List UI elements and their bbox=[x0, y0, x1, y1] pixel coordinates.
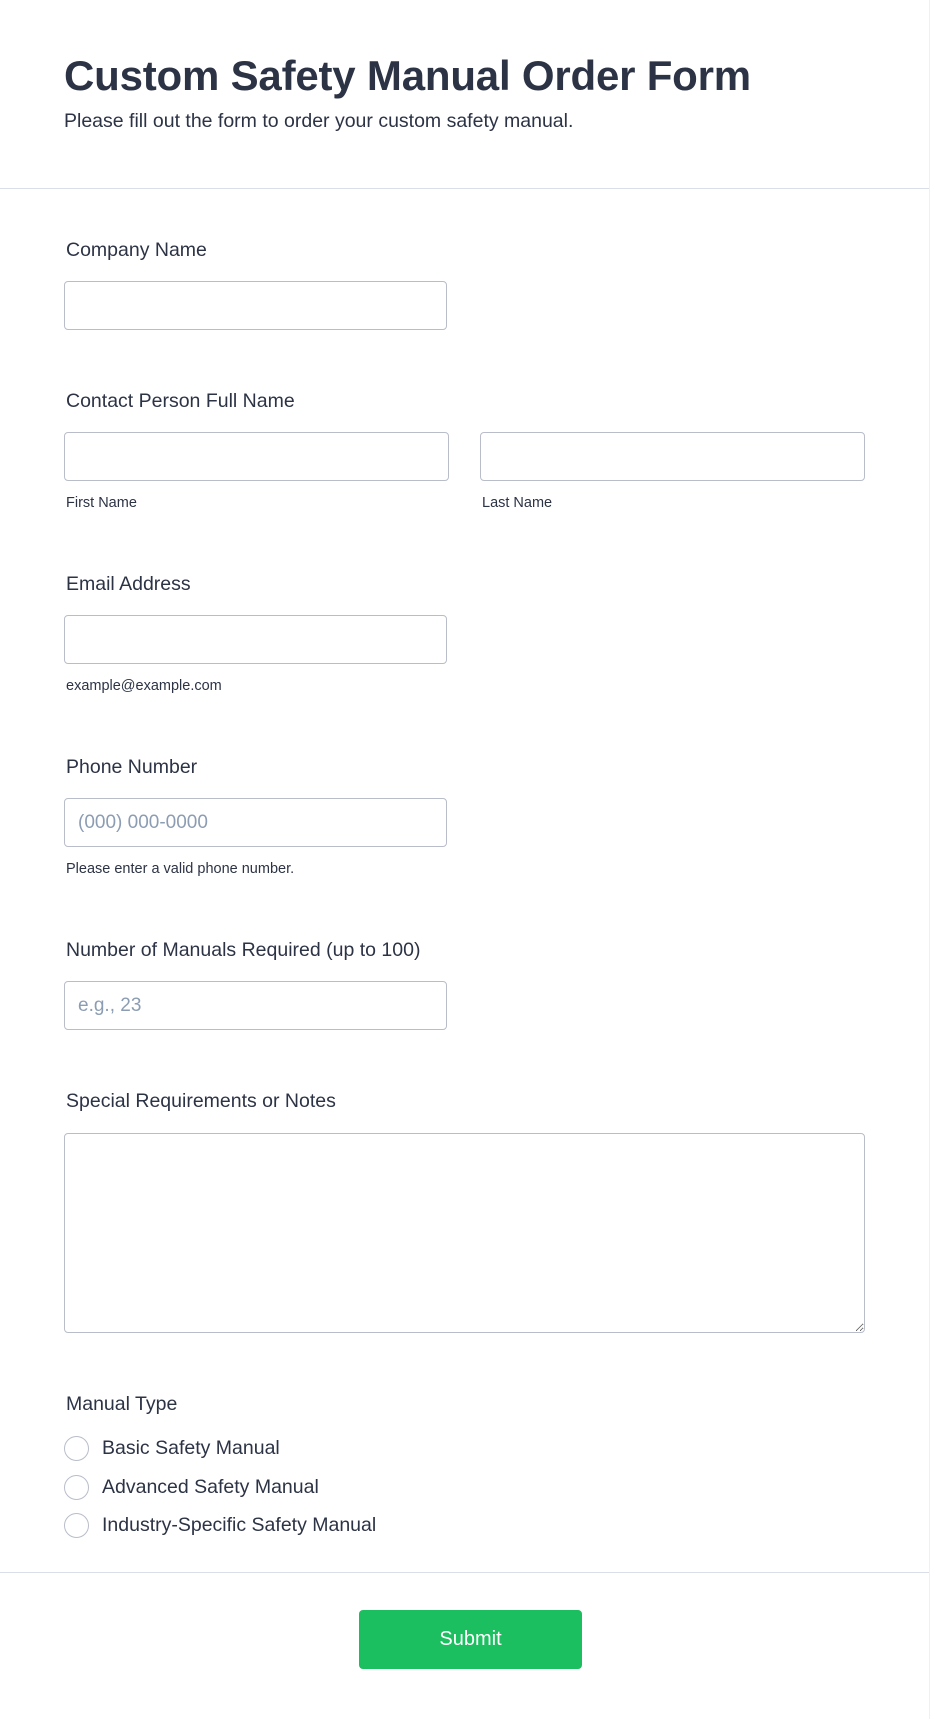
contact-name-label: Contact Person Full Name bbox=[66, 390, 295, 412]
radio-circle-icon[interactable] bbox=[64, 1513, 89, 1538]
notes-label: Special Requirements or Notes bbox=[66, 1090, 336, 1112]
first-name-input[interactable] bbox=[64, 432, 449, 481]
company-name-input[interactable] bbox=[64, 281, 447, 330]
footer-divider bbox=[0, 1572, 930, 1573]
company-name-label: Company Name bbox=[66, 239, 207, 261]
quantity-label: Number of Manuals Required (up to 100) bbox=[66, 939, 421, 961]
radio-option-label: Basic Safety Manual bbox=[102, 1436, 280, 1459]
manual-type-label: Manual Type bbox=[66, 1393, 178, 1415]
first-name-sublabel: First Name bbox=[66, 495, 137, 511]
notes-textarea[interactable] bbox=[64, 1133, 865, 1333]
phone-input[interactable] bbox=[64, 798, 447, 847]
last-name-sublabel: Last Name bbox=[482, 495, 553, 511]
radio-option-label: Industry-Specific Safety Manual bbox=[102, 1513, 377, 1536]
quantity-input[interactable] bbox=[64, 981, 447, 1030]
phone-label: Phone Number bbox=[66, 756, 198, 778]
page-subtitle: Please fill out the form to order your custom safety manual. bbox=[64, 110, 574, 132]
radio-option-label: Advanced Safety Manual bbox=[102, 1475, 319, 1498]
radio-option-industry-specific[interactable] bbox=[64, 1512, 376, 1538]
phone-helper-text: Please enter a valid phone number. bbox=[66, 861, 295, 877]
radio-circle-icon[interactable] bbox=[64, 1475, 89, 1500]
submit-button[interactable]: Submit bbox=[359, 1610, 582, 1669]
last-name-input[interactable] bbox=[480, 432, 865, 481]
page-title: Custom Safety Manual Order Form bbox=[64, 52, 751, 99]
radio-circle-icon[interactable] bbox=[64, 1436, 89, 1461]
radio-option-advanced[interactable] bbox=[64, 1474, 319, 1500]
email-input[interactable] bbox=[64, 615, 447, 664]
radio-option-basic[interactable] bbox=[64, 1435, 280, 1461]
email-helper-text: example@example.com bbox=[66, 678, 222, 694]
header-divider bbox=[0, 188, 930, 189]
email-label: Email Address bbox=[66, 573, 191, 595]
